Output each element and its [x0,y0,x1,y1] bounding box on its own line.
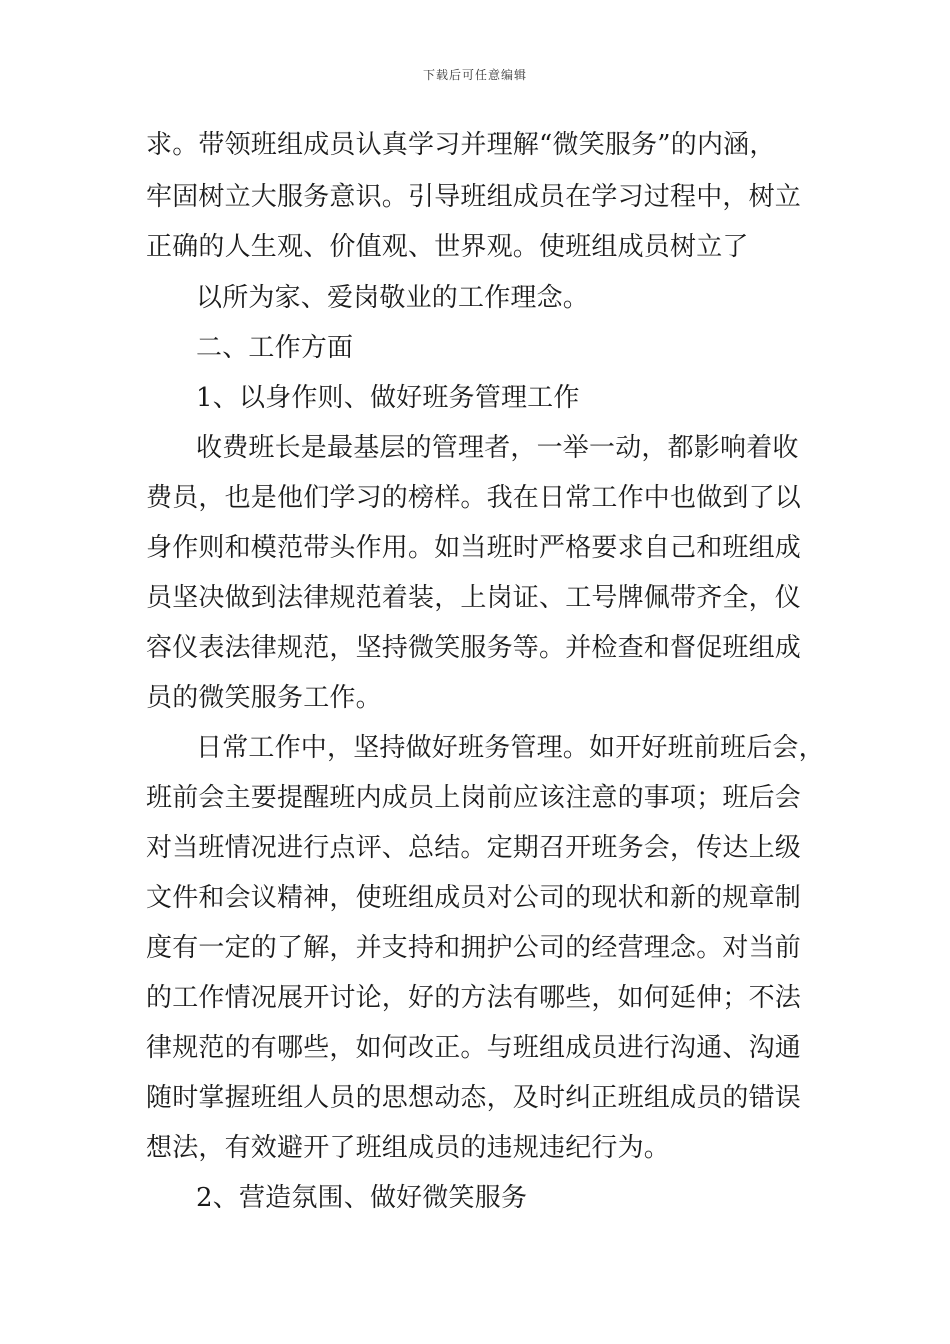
text-line: 以所为家、爱岗敬业的工作理念。 [196,283,590,313]
text-line: 的工作情况展开讨论，好的方法有哪些，如何延伸；不法 [146,983,802,1013]
text-line: 班前会主要提醒班内成员上岗前应该注意的事项；班后会 [146,783,802,813]
text-line: 日常工作中，坚持做好班务管理。如开好班前班后会， [196,733,825,763]
text-line: 员坚决做到法律规范着装，上岗证、工号牌佩带齐全，仪 [146,583,802,613]
page-header-note: 下载后可任意编辑 [422,68,527,82]
text-line: 收费班长是最基层的管理者，一举一动，都影响着收 [196,433,799,463]
text-line: 身作则和模范带头作用。如当班时严格要求自己和班组成 [146,533,802,563]
text-line: 求。带领班组成员认真学习并理解“微笑服务”的内涵， [146,130,776,160]
section-heading: 二、工作方面 [196,333,354,363]
text-line: 正确的人生观、价值观、世界观。使班组成员树立了 [146,232,749,262]
text-line: 对当班情况进行点评、总结。定期召开班务会，传达上级 [146,833,802,863]
text-line: 度有一定的了解，并支持和拥护公司的经营理念。对当前 [146,933,802,963]
subsection-heading: 2、营造氛围、做好微笑服务 [196,1183,528,1213]
text-line: 费员，也是他们学习的榜样。我在日常工作中也做到了以 [146,483,802,513]
text-line: 牢固树立大服务意识。引导班组成员在学习过程中，树立 [146,182,802,212]
text-line: 律规范的有哪些，如何改正。与班组成员进行沟通、沟通 [146,1033,802,1063]
text-line: 文件和会议精神，使班组成员对公司的现状和新的规章制 [146,883,802,913]
subsection-heading: 1、以身作则、做好班务管理工作 [196,383,580,413]
text-line: 员的微笑服务工作。 [146,683,382,713]
text-line: 容仪表法律规范，坚持微笑服务等。并检查和督促班组成 [146,633,802,663]
text-line: 随时掌握班组人员的思想动态，及时纠正班组成员的错误 [146,1083,802,1113]
text-line: 想法，有效避开了班组成员的违规违纪行为。 [146,1133,671,1163]
